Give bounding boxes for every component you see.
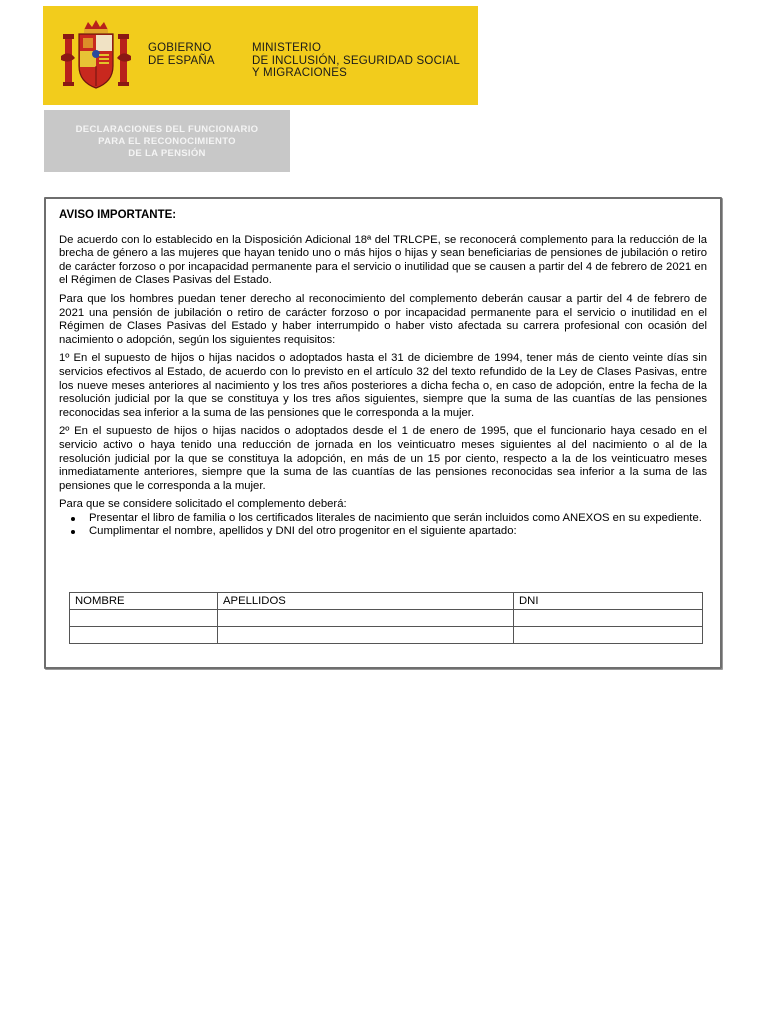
notice-paragraph: De acuerdo con lo establecido en la Disposición Adicional 18ª del TRLCPE, se reconocerá complemento para la reducción de la brecha de género a las mujeres que hayan tenido uno o más hijos o hijas y sean beneficiarias de pensiones de jubilación o retiro de carácter forzoso o por incapacidad permanente para el servicio o inutilidad que se causen a partir del 4 de febrero de 2021 en el Régimen de Clases Pasivas del Estado. — [59, 233, 707, 287]
important-notice-box — [44, 197, 722, 669]
government-label: GOBIERNO DE ESPAÑA — [148, 42, 215, 67]
requirements-intro: Para que se considere solicitado el complemento deberá: — [59, 498, 347, 511]
apellidos-field[interactable] — [218, 610, 514, 627]
notice-title: AVISO IMPORTANTE: — [59, 209, 177, 221]
table-header-row — [70, 593, 703, 610]
column-header-dni: DNI — [514, 593, 703, 610]
notice-paragraph: 1º En el supuesto de hijos o hijas nacidos o adoptados hasta el 31 de diciembre de 1994, tener más de ciento veinte días sin servicios efectivos al Estado, de acuerdo con lo previsto en el artículo 32 del texto refundido de la Ley de Clases Pasivas, entre los nueve meses anteriores al nacimiento y los tres años posteriores a dicha fecha o, en caso de adopción, entre la fecha de la resolución judicial por la que se constituya y los tres años siguientes, siempre que la suma de las cuantías de las pensiones reconocidas sea inferior a la suma de las pensiones que le corresponda a la mujer. — [59, 352, 707, 419]
nombre-field[interactable] — [70, 610, 218, 627]
nombre-field[interactable] — [70, 627, 218, 644]
dni-field[interactable] — [514, 610, 703, 627]
table-row — [70, 610, 703, 627]
notice-paragraph: Para que los hombres puedan tener derecho al reconocimiento del complemento deberán causar a partir del 4 de febrero de 2021 una pensión de jubilación o retiro de carácter forzoso o por incapacidad permanente para el servicio o inutilidad en el Régimen de Clases Pasivas del Estado y haber interrumpido o haber visto afectada su carrera profesional con ocasión del nacimiento o adopción, según los siguientes requisitos: — [59, 292, 707, 346]
notice-paragraph: 2º En el supuesto de hijos o hijas nacidos o adoptados desde el 1 de enero de 1995, que el funcionario haya cesado en el servicio activo o haya tenido una reducción de jornada en los veinticuatro meses siguientes al del nacimiento o al de la resolución judicial por la que se constituya la adopción, en más de un 15 por ciento, respecto a la de los veinticuatro meses inmediatamente anteriores, siempre que la suma de las cuantías de las pensiones reconocidas sea inferior a la suma de las pensiones que le corresponda a la mujer. — [59, 425, 707, 492]
apellidos-field[interactable] — [218, 627, 514, 644]
table-row — [70, 627, 703, 644]
column-header-apellidos: APELLIDOS — [218, 593, 514, 610]
list-item: Cumplimentar el nombre, apellidos y DNI del otro progenitor en el siguiente apartado: — [59, 525, 707, 539]
other-parent-table — [69, 592, 703, 644]
form-title: DECLARACIONES DEL FUNCIONARIO PARA EL RECONOCIMIENTO DE LA PENSIÓN — [44, 110, 290, 172]
dni-field[interactable] — [514, 627, 703, 644]
list-item: Presentar el libro de familia o los certificados literales de nacimiento que serán incluidos como ANEXOS en su expediente. — [59, 512, 707, 526]
column-header-nombre: NOMBRE — [70, 593, 218, 610]
requirements-list — [59, 512, 707, 539]
government-header — [43, 6, 478, 105]
ministry-label: MINISTERIO DE INCLUSIÓN, SEGURIDAD SOCIAL Y MIGRACIONES — [252, 42, 460, 79]
coat-of-arms-icon — [59, 16, 133, 92]
